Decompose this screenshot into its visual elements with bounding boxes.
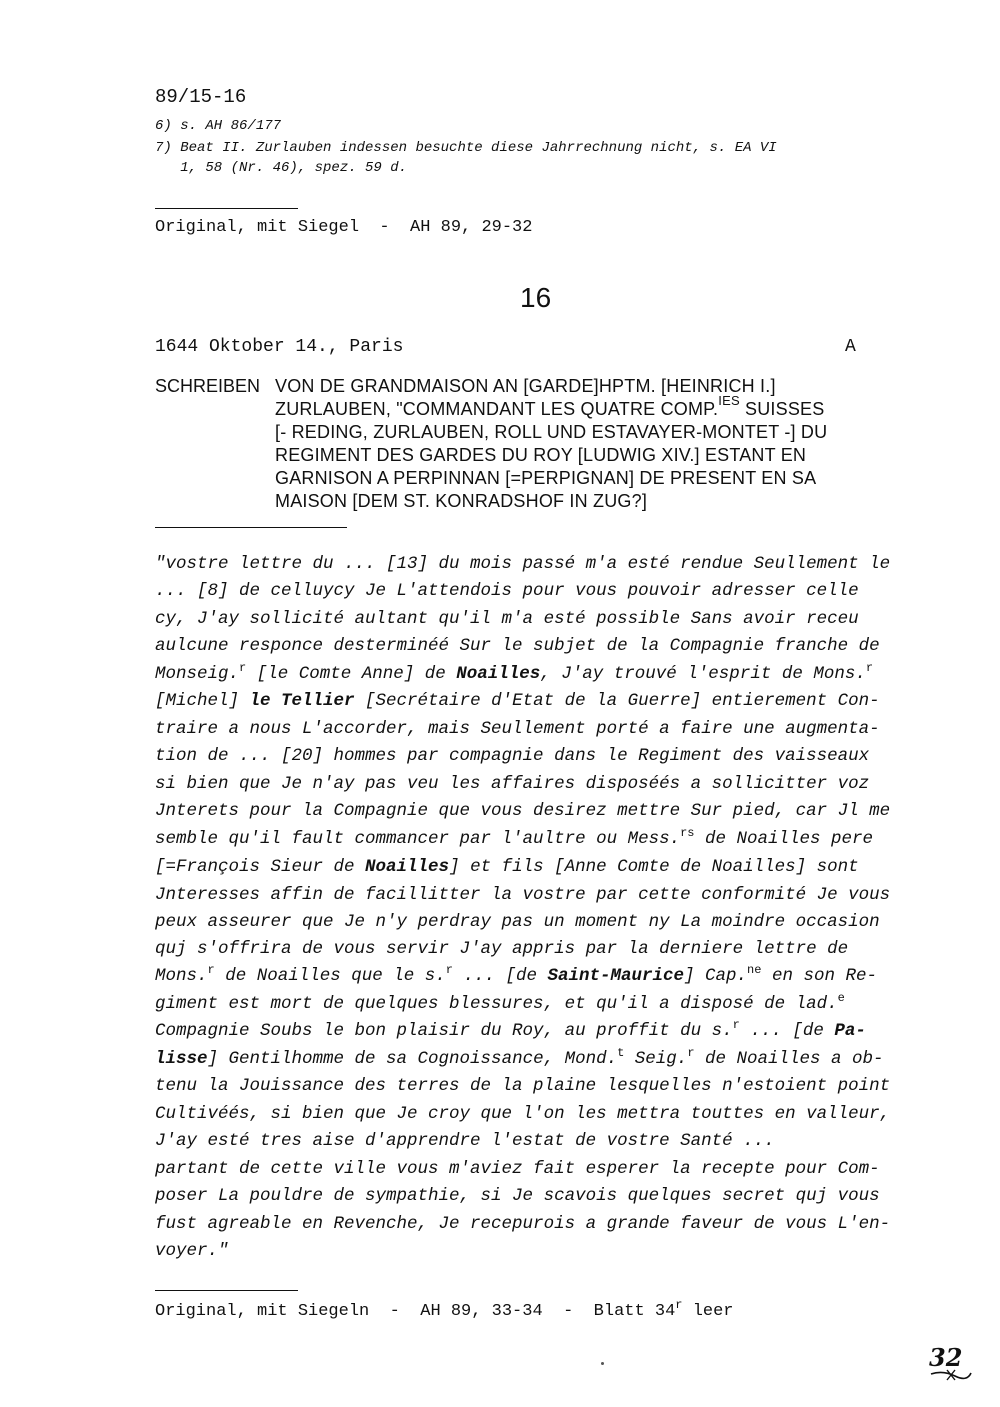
footnote-7: 7) Beat II. Zurlauben indessen besuchte diese Jahrrechnung nicht, s. EA VI bbox=[155, 140, 777, 156]
body-line: J'ay esté tres aise d'apprendre l'estat de vostre Santé ... bbox=[155, 1131, 775, 1151]
body-line: poser La pouldre de sympathie, si Je scavois quelques secret quj vous bbox=[155, 1186, 880, 1206]
body-line: tion de ... [20] hommes par compagnie dans le Regiment des vaisseaux bbox=[155, 746, 870, 766]
body-line: lisse] Gentilhomme de sa Cognoissance, Mond.$^t$ Seig.$^r$ de Noailles a ob- bbox=[155, 1046, 884, 1069]
footnote-6: 6) s. AH 86/177 bbox=[155, 118, 282, 134]
heading-line-2: ZURLAUBEN, "COMMANDANT LES QUATRE COMP.$^{IES}$ SUISSES bbox=[275, 393, 825, 419]
body-line: cy, J'ay sollicité aultant qu'il m'a esté possible Sans avoir receu bbox=[155, 609, 859, 629]
body-line: voyer." bbox=[155, 1241, 229, 1261]
source-note-previous: Original, mit Siegel - AH 89, 29-32 bbox=[155, 218, 533, 237]
body-line: fust agreable en Revenche, Je recepurois a grande faveur de vous L'en- bbox=[155, 1214, 891, 1234]
handwritten-page-number bbox=[925, 1340, 975, 1390]
body-line: quj s'offrira de vous servir J'ay appris par la derniere lettre de bbox=[155, 939, 849, 959]
heading-line-6: MAISON [DEM ST. KONRADSHOF IN ZUG?] bbox=[275, 491, 648, 511]
heading-line-3: [- REDING, ZURLAUBEN, ROLL UND ESTAVAYER-MONTET -] DU bbox=[275, 422, 828, 442]
heading-line-1: VON DE GRANDMAISON AN [GARDE]HPTM. [HEINRICH I.] bbox=[275, 376, 776, 396]
heading-divider bbox=[155, 527, 347, 528]
heading-line-5: GARNISON A PERPINNAN [=PERPIGNAN] DE PRESENT EN SA bbox=[275, 468, 817, 488]
body-line: traire a nous L'accorder, mais Seullement porté a faire une augmenta- bbox=[155, 719, 880, 739]
document-number: 16 bbox=[520, 282, 552, 313]
date-place: 1644 Oktober 14., Paris bbox=[155, 337, 404, 357]
body-line: "vostre lettre du ... [13] du mois passé m'a esté rendue Seullement le bbox=[155, 554, 891, 574]
body-line: Jnteresses affin de facillitter la vostre par cette conformité Je vous bbox=[155, 885, 891, 905]
page-reference: 89/15-16 bbox=[155, 86, 247, 108]
speck bbox=[601, 1362, 604, 1365]
body-line: Monseig.$^r$ [le Comte Anne] de Noailles, J'ay trouvé l'esprit de Mons.$^r$ bbox=[155, 661, 874, 684]
body-line: Cultivéés, si bien que Je croy que l'on les mettra touttes en valleur, bbox=[155, 1104, 891, 1124]
body-line: aulcune responce desterminéé Sur le subjet de la Compagnie franche de bbox=[155, 636, 880, 656]
body-line: Mons.$^r$ de Noailles que le s.$^r$ ... [de Saint-Maurice] Cap.$^{ne}$ en son Re- bbox=[155, 963, 877, 986]
body-line: [=François Sieur de Noailles] et fils [Anne Comte de Noailles] sont bbox=[155, 857, 859, 877]
letter-mark: A bbox=[845, 337, 856, 357]
heading-superscript: IES bbox=[718, 393, 740, 408]
body-line: Jnterets pour la Compagnie que vous desirez mettre Sur pied, car Jl me bbox=[155, 801, 891, 821]
heading-prefix: SCHREIBEN bbox=[155, 376, 266, 396]
footnote-7-continued: 1, 58 (Nr. 46), spez. 59 d. bbox=[155, 160, 408, 176]
body-line: tenu la Jouissance des terres de la plaine lesquelles n'estoient point bbox=[155, 1076, 891, 1096]
body-line: si bien que Je n'ay pas veu les affaires disposéés a sollicitter voz bbox=[155, 774, 870, 794]
body-line: partant de cette ville vous m'aviez fait esperer la recepte pour Com- bbox=[155, 1159, 880, 1179]
body-line: giment est mort de quelques blessures, et qu'il a disposé de lad.$^e$ bbox=[155, 991, 845, 1014]
source-note: Original, mit Siegeln - AH 89, 33-34 - Blatt 34$^r$ leer bbox=[155, 1298, 734, 1321]
body-line: peux asseurer que Je n'y perdray pas un moment ny La moindre occasion bbox=[155, 912, 880, 932]
body-line: [Michel] le Tellier [Secrétaire d'Etat de la Guerre] entierement Con- bbox=[155, 691, 880, 711]
body-line: semble qu'il fault commancer par l'aultre ou Mess.$^{rs}$ de Noailles pere bbox=[155, 826, 874, 849]
footnote-divider bbox=[155, 208, 298, 209]
source-divider bbox=[155, 1290, 298, 1291]
page-number: 32 bbox=[929, 1343, 963, 1372]
body-line: Compagnie Soubs le bon plaisir du Roy, au proffit du s.$^r$ ... [de Pa- bbox=[155, 1018, 866, 1041]
heading-line-4: REGIMENT DES GARDES DU ROY [LUDWIG XIV.] ESTANT EN bbox=[275, 445, 807, 465]
body-line: ... [8] de celluycy Je L'attendois pour vous pouvoir adresser celle bbox=[155, 581, 859, 601]
